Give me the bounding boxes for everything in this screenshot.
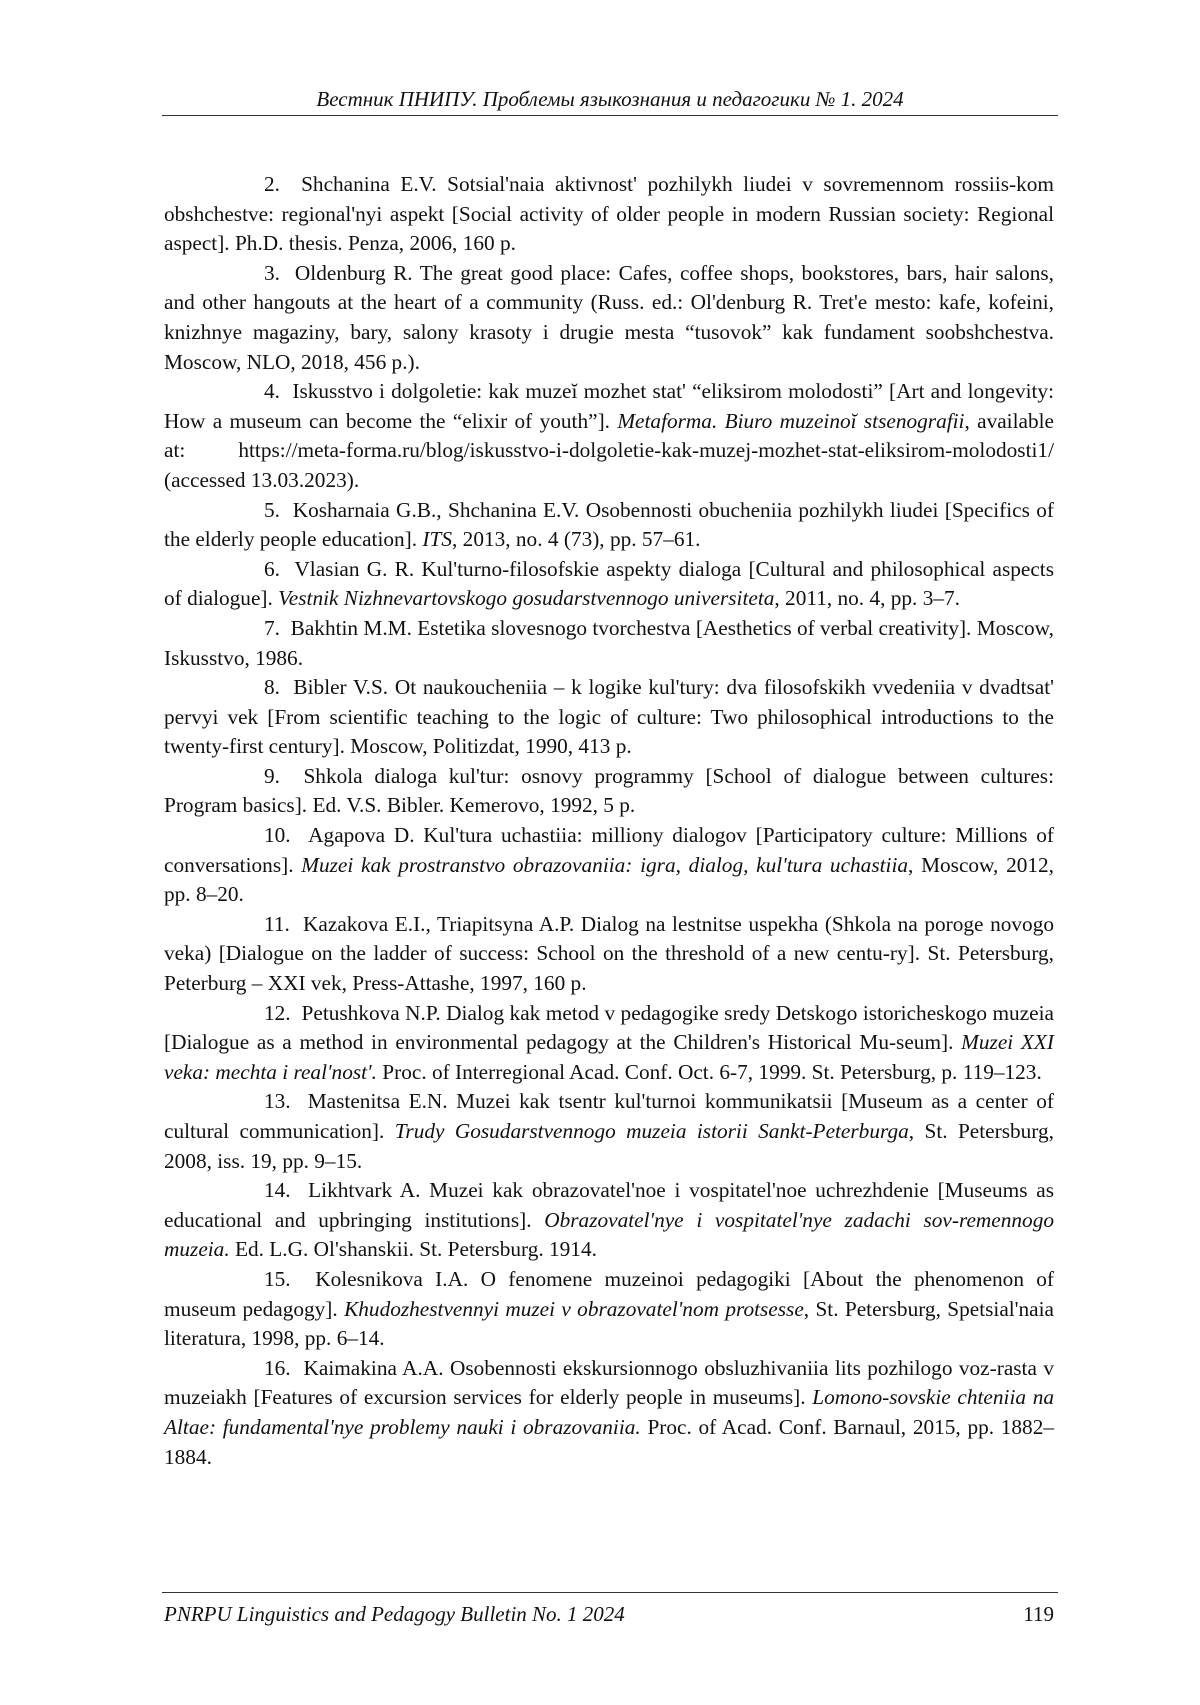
- reference-number: 7.: [264, 615, 280, 640]
- reference-source-title: Muzei kak prostranstvo obrazovaniia: igra, dialog, kul'tura uchastiia: [301, 852, 909, 877]
- header-rule: [162, 115, 1058, 116]
- reference-item: [164, 1176, 1054, 1265]
- reference-text: , 2013, no. 4 (73), pp. 57–61.: [452, 527, 701, 552]
- reference-item: [164, 496, 1054, 555]
- reference-text: Kazakova E.I., Triapitsyna A.P. Dialog na lestnitse uspekha (Shkola na poroge novogo veka) [Dialogue on the ladder of success: School on the threshold of a new centu-ry]. St. Petersburg, Peterburg – XXI vek, Press-Attashe, 1997, 160 p.: [164, 911, 1054, 996]
- reference-number: 5.: [264, 497, 280, 522]
- reference-item: [164, 377, 1054, 495]
- reference-number: 13.: [264, 1089, 291, 1114]
- reference-text: Petushkova N.P. Dialog kak metod v pedagogike sredy Detskogo istoricheskogo muzeia [Dialogue as a method in environmental pedagogy at the Children's Historical Mu-seum].: [164, 1000, 1054, 1055]
- reference-source-title: Vestnik Nizhnevartovskogo gosudarstvennogo universiteta: [278, 586, 775, 611]
- reference-item: [164, 762, 1054, 821]
- reference-text: Agapova D. Kul'tura uchastiia: milliony dialogov [Participatory culture: Millions of conversations].: [164, 823, 1054, 877]
- reference-text: Shchanina E.V. Sotsial'naia aktivnost' pozhilykh liudei v sovremennom rossiis-kom obshchestve: regional'nyi aspekt [Social activity of older people in modern Russian society: Regional aspect]. Ph.D. thesis. Penza, 2006, 160 p.: [164, 172, 1054, 256]
- reference-number: 10.: [264, 823, 291, 848]
- reference-item: [164, 259, 1054, 377]
- reference-source-title: ITS: [422, 527, 453, 552]
- reference-text: Kaimakina A.A. Osobennosti ekskursionnogo obsluzhivaniia lits pozhilogo voz-rasta v muzeiakh [Features of excursion services for elderly people in museums].: [164, 1355, 1055, 1410]
- running-header: Вестник ПНИПУ. Проблемы языкознания и педагогики № 1. 2024: [316, 87, 904, 111]
- reference-source-title: Metaforma. Biuro muzeinoĭ stsenografii: [617, 408, 965, 433]
- reference-source-title: Khudozhestvennyi muzei v obrazovatel'nom protsesse: [344, 1296, 804, 1321]
- reference-item: [164, 614, 1054, 673]
- reference-source-title: Lomono-sovskie chteniia na Altae: fundamental'nye problemy nauki i obrazovaniia.: [164, 1385, 1054, 1439]
- reference-text: Proc. of Interregional Acad. Conf. Oct. 6-7, 1999. St. Petersburg, p. 119–123.: [376, 1059, 1042, 1084]
- reference-text: Shkola dialoga kul'tur: osnovy programmy [School of dialogue between cultures: Program basics]. Ed. V.S. Bibler. Kemerovo, 1992, 5 p.: [164, 763, 1054, 818]
- reference-number: 8.: [264, 675, 280, 700]
- footer-journal-title: PNRPU Linguistics and Pedagogy Bulletin No. 1 2024: [164, 1602, 625, 1626]
- reference-number: 9.: [264, 763, 280, 788]
- reference-text: Iskusstvo i dolgoletie: kak muzeĭ mozhet stat' “eliksirom molodosti” [Art and longevity: How a museum can become the “elixir of youth”].: [164, 379, 1054, 433]
- reference-item: [164, 821, 1054, 910]
- reference-text: Ed. L.G. Ol'shanskii. St. Petersburg. 1914.: [229, 1237, 597, 1262]
- reference-text: Vlasian G. R. Kul'turno-filosofskie aspekty dialoga [Cultural and philosophical aspects of dialogue].: [164, 556, 1054, 611]
- page-footer: [164, 1601, 1054, 1631]
- footer-rule: [162, 1592, 1058, 1593]
- reference-item: [164, 1354, 1054, 1472]
- reference-item: [164, 170, 1054, 259]
- reference-item: [164, 555, 1054, 614]
- reference-number: 4.: [264, 379, 280, 404]
- reference-text: Oldenburg R. The great good place: Cafes, coffee shops, bookstores, bars, hair salons, and other hangouts at the heart of a community (Russ. ed.: Ol'denburg R. Tret'e mesto: kafe, kofeini, knizhnye magaziny, bary, salony krasoty i drugie mesta “tusovok” kak fundament soobshchestva. Moscow, NLO, 2018, 456 p.).: [164, 260, 1054, 374]
- reference-number: 15.: [264, 1266, 291, 1291]
- reference-text: , Moscow, 2012, pp. 8–20.: [164, 852, 1055, 907]
- reference-item: [164, 673, 1054, 762]
- reference-text: Proc. of Acad. Conf. Barnaul, 2015, pp. 1882–1884.: [164, 1414, 1055, 1469]
- reference-item: [164, 910, 1054, 999]
- reference-number: 14.: [264, 1178, 291, 1203]
- reference-text: Kolesnikova I.A. O fenomene muzeinoi pedagogiki [About the phenomenon of museum pedagogy].: [164, 1266, 1055, 1321]
- reference-number: 6.: [264, 556, 280, 581]
- reference-source-title: Trudy Gosudarstvennogo muzeia istorii Sankt-Peterburga: [394, 1119, 909, 1143]
- reference-number: 11.: [264, 911, 290, 936]
- reference-text: , available at: https://meta-forma.ru/blog/iskusstvo-i-dolgoletie-kak-muzej-mozhet-stat-eliksirom-molodosti1/ (accessed 13.03.2023).: [164, 408, 1054, 492]
- reference-text: , St. Petersburg, 2008, iss. 19, pp. 9–15.: [164, 1119, 1054, 1173]
- reference-text: Bibler V.S. Ot naukoucheniia – k logike kul'tury: dva filosofskikh vvedeniia v dvadtsat' pervyi vek [From scientific teaching to the logic of culture: Two philosophical introductions to the twenty-first century]. Moscow, Politizdat, 1990, 413 p.: [164, 675, 1054, 759]
- reference-number: 16.: [264, 1355, 291, 1380]
- reference-source-title: Obrazovatel'nye i vospitatel'nye zadachi sov-remennogo muzeia.: [164, 1207, 1054, 1262]
- page-number: 119: [1023, 1602, 1054, 1626]
- reference-item: [164, 1087, 1054, 1176]
- reference-text: Kosharnaia G.B., Shchanina E.V. Osobennosti obucheniia pozhilykh liudei [Specifics of the elderly people education].: [164, 497, 1055, 552]
- reference-text: , St. Petersburg, Spetsial'naia literatura, 1998, pp. 6–14.: [164, 1296, 1054, 1351]
- reference-text: Likhtvark A. Muzei kak obrazovatel'noe i vospitatel'noe uchrezhdenie [Museums as educational and upbringing institutions].: [164, 1178, 1054, 1232]
- reference-source-title: Muzei XXI veka: mechta i real'nost'.: [164, 1030, 1055, 1084]
- reference-text: , 2011, no. 4, pp. 3–7.: [774, 586, 960, 611]
- reference-number: 12.: [264, 1000, 291, 1025]
- reference-number: 3.: [264, 260, 280, 285]
- reference-text: Bakhtin M.M. Estetika slovesnogo tvorchestva [Aesthetics of verbal creativity]. Moscow, Iskusstvo, 1986.: [164, 615, 1055, 670]
- reference-item: [164, 1265, 1054, 1354]
- reference-text: Mastenitsa E.N. Muzei kak tsentr kul'turnoi kommunikatsii [Museum as a center of cultural communication].: [164, 1089, 1054, 1143]
- reference-list: [164, 170, 1054, 1472]
- reference-number: 2.: [264, 172, 280, 196]
- reference-item: [164, 999, 1054, 1088]
